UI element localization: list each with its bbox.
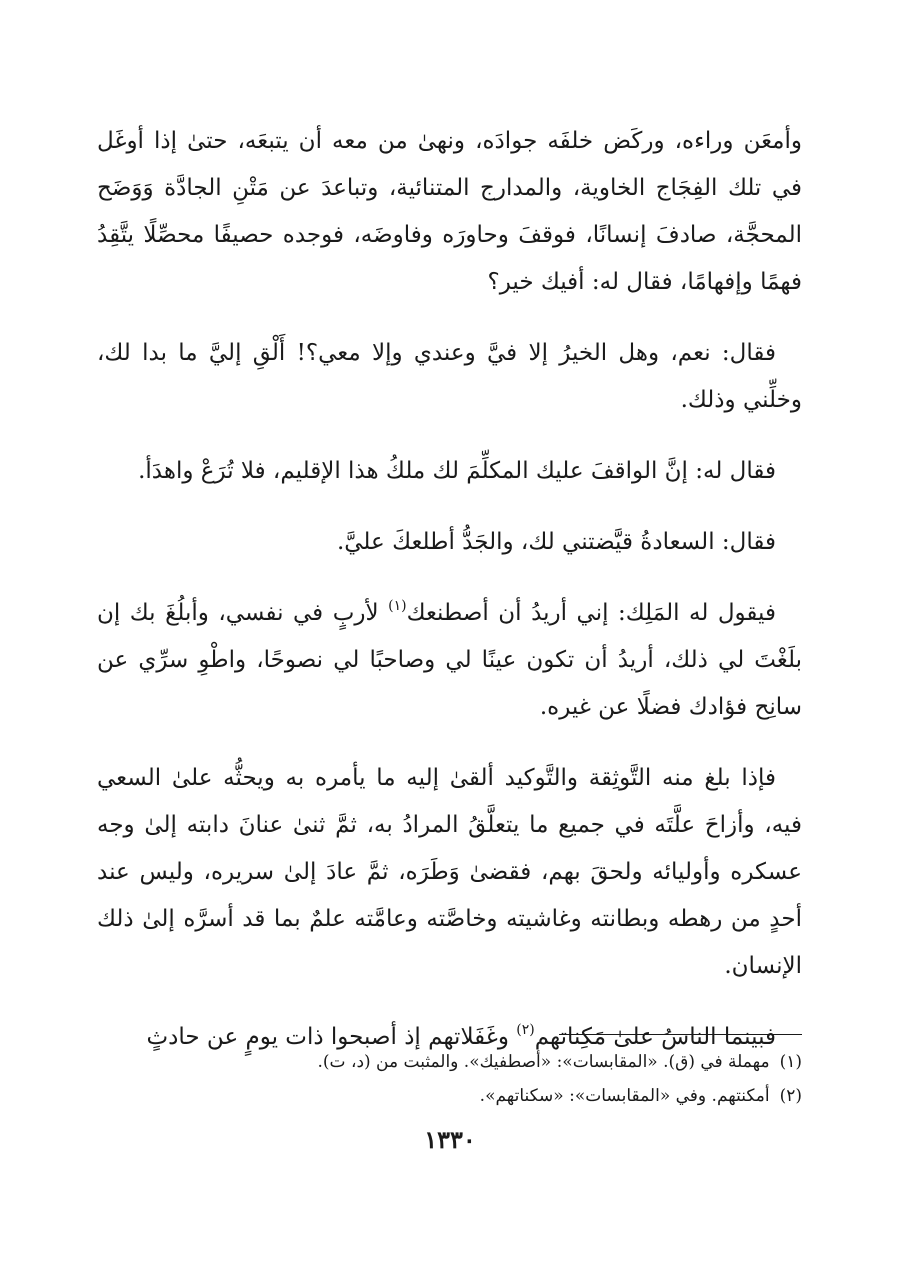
paragraph-7-part-2: وغَفَلاتهم إذ أصبحوا ذات يومٍ عن حادثٍ [146, 1024, 517, 1050]
paragraph-3: فقال له: إنَّ الواقفَ عليك المكلِّمَ لك ملكُ هذا الإقليم، فلا تُرَعْ واهدَأ. [138, 458, 776, 484]
footnote-1-number: (١) [779, 1052, 802, 1072]
paragraph-1: وأمعَن وراءه، وركَض خلفَه جوادَه، ونهىٰ من معه أن يتبعَه، حتىٰ إذا أوغَل في تلك الفِجَاج الخاوية، والمدارج المتنائية، وتباعدَ عن مَتْنِ الجادَّة وَوَضَح المحجَّة، صادفَ إنسانًا، فوقفَ وحاورَه وفاوضَه، فوجده حصيفًا محصِّلًا يتَّقِدُ فهمًا وإفهامًا، فقال له: أفيك خير؟ [97, 128, 802, 295]
footnote-2 [97, 1079, 802, 1113]
footnote-1-text: مهملة في (ق). «المقابسات»: «أصطفيك». والمثبت من (د، ت). [317, 1052, 770, 1072]
footnote-reference-2[interactable]: (٢) [516, 1022, 535, 1038]
paragraph-7-part-1: فبينما الناسُ علىٰ مَكِناتهم [534, 1024, 776, 1050]
paragraph-4: فقال: السعادةُ قيَّضتني لك، والجَدُّ أطلعكَ عليَّ. [336, 529, 776, 555]
footnote-2-text: أمكنتهم. وفي «المقابسات»: «سكناتهم». [479, 1086, 770, 1106]
paragraph-5-part-1: فيقول له المَلِك: إني أريدُ أن أصطنعك [406, 600, 776, 626]
page-number: ١٣٣٠ [424, 1125, 476, 1154]
main-text [97, 118, 802, 1085]
paragraph-6: فإذا بلغ منه التَّوثِقة والتَّوكيد ألقىٰ إليه ما يأمره به ويحثُّه علىٰ السعي فيه، وأزاحَ علَّتَه في جميع ما يتعلَّقُ المرادُ به، ثمَّ ثنىٰ عنانَ دابته إلىٰ وجه عسكره وأوليائه ولحقَ بهم، فقضىٰ وَطَرَه، ثمَّ عادَ إلىٰ سريره، وليس عند أحدٍ من رهطه وبطانته وغاشيته وخاصَّته وعامَّته علمٌ بما قد أسرَّه إلىٰ ذلك الإنسان. [97, 765, 802, 979]
footnote-reference-1[interactable]: (١) [388, 598, 407, 614]
footnotes [97, 1045, 802, 1113]
footnote-2-number: (٢) [779, 1086, 802, 1106]
paragraph-5-part-2: لأربٍ في نفسي، وأبلُغَ بك إن بلَغْتَ لي ذلك، أريدُ أن تكون عينًا لي وصاحبًا لي نصوحًا، واطْوِ سرِّي عن سانِح فؤادك فضلًا عن غيره. [97, 600, 802, 720]
paragraph-2: فقال: نعم، وهل الخيرُ إلا فيَّ وعندي وإلا معي؟! أَلْقِ إليَّ ما بدا لك، وخلِّني وذلك. [97, 340, 802, 413]
footnote-1 [97, 1045, 802, 1079]
footnote-separator [559, 1034, 802, 1035]
paragraph-5 [97, 590, 802, 731]
